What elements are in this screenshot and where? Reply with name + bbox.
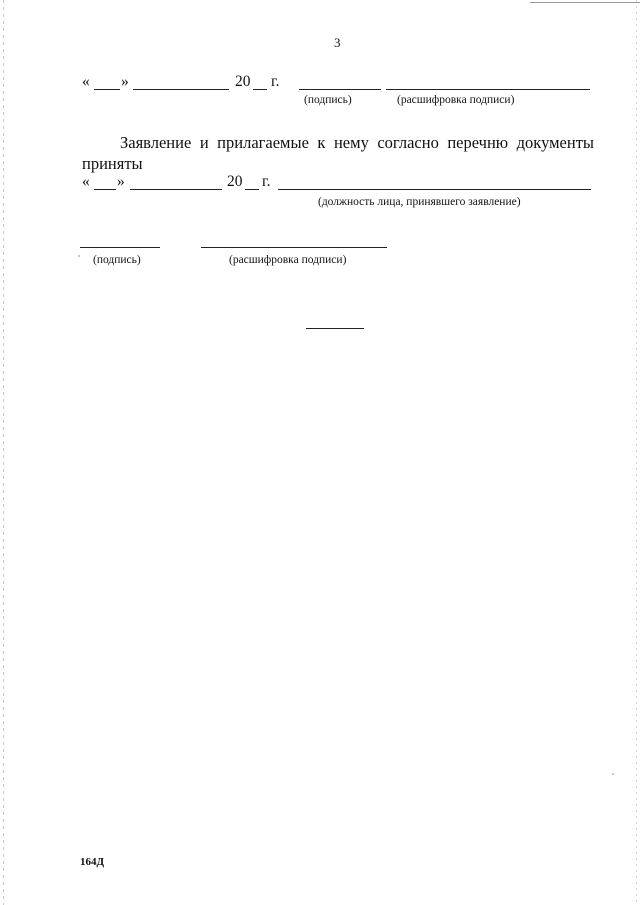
signature-caption: (подпись) [304, 94, 352, 106]
acceptor-decoding-caption: (расшифровка подписи) [229, 254, 347, 266]
acceptor-signature-caption: (подпись) [93, 254, 141, 266]
day-blank [94, 89, 120, 90]
scan-edge-right [636, 0, 637, 905]
acceptance-year-suffix: г. [262, 173, 271, 190]
acceptance-date-close-quote: » [117, 173, 125, 190]
acceptance-year-prefix: 20 [227, 173, 243, 190]
footer-code: 164Д [80, 856, 105, 868]
date-open-quote: « [82, 73, 90, 90]
scan-edge-top [530, 2, 640, 3]
signature-blank [299, 89, 381, 90]
scan-speck [78, 255, 80, 257]
page-number: 3 [334, 35, 341, 50]
year-prefix: 20 [235, 73, 251, 90]
signature-decoding-blank [386, 89, 590, 90]
acceptance-text-line2: приняты [82, 154, 143, 173]
acceptance-year-blank [245, 189, 259, 190]
date-close-quote: » [121, 73, 129, 90]
acceptance-month-blank [130, 189, 222, 190]
acceptor-decoding-blank [201, 247, 387, 248]
position-blank [278, 189, 591, 190]
acceptance-day-blank [94, 189, 116, 190]
acceptance-text-line1: Заявление и прилагаемые к нему согласно перечню документы [120, 133, 594, 152]
position-caption: (должность лица, принявшего заявление) [318, 196, 521, 208]
end-divider [306, 328, 364, 329]
acceptor-signature-blank [80, 247, 160, 248]
acceptance-date-open-quote: « [82, 173, 90, 190]
scan-edge-left [3, 0, 4, 905]
month-blank [133, 89, 229, 90]
year-suffix: г. [271, 73, 280, 90]
scan-speck [612, 773, 614, 775]
decoding-caption: (расшифровка подписи) [397, 94, 515, 106]
year-blank [253, 89, 267, 90]
acceptance-paragraph [82, 132, 594, 174]
